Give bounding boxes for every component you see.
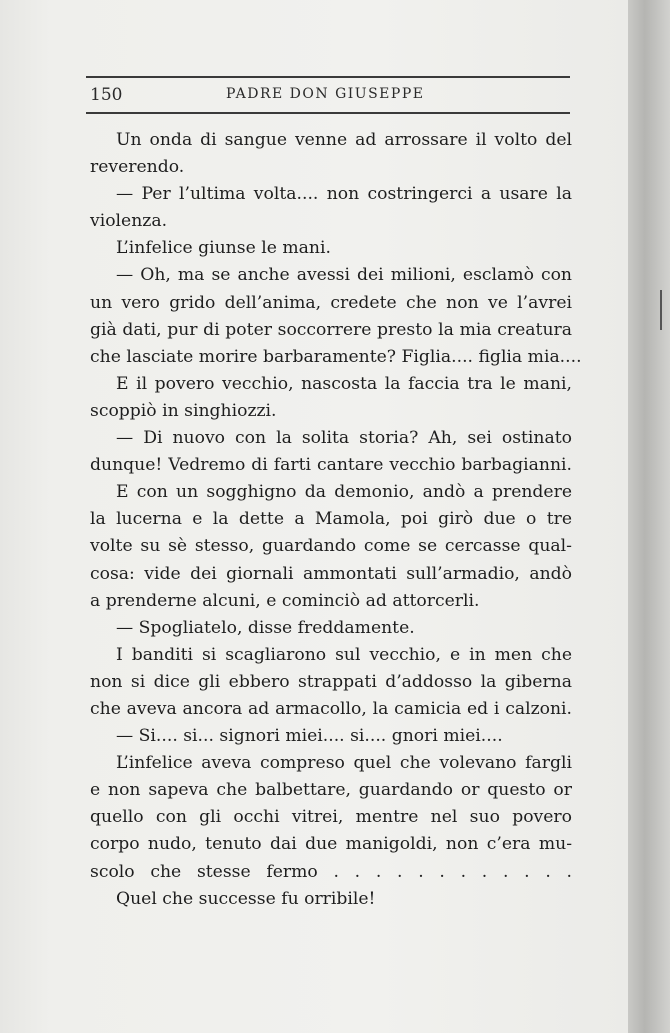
text-line: cosa: vide dei giornali ammontati sull’armadio, andò (90, 563, 572, 584)
text-line: Quel che successe fu orribile! (116, 888, 376, 909)
body-text (90, 127, 582, 913)
text-line: la lucerna e la dette a Mamola, poi girò due o tre (90, 509, 572, 530)
text-line: scolo che stesse fermo . . . . . . . . . . . . (90, 861, 572, 882)
text-line: reverendo. (90, 157, 185, 178)
text-line: che lasciate morire barbaramente? Figlia.... figlia mia.... (90, 346, 582, 367)
text-line: un vero grido dell’anima, credete che non ve l’avrei (90, 292, 572, 313)
text-line: — Si.... si... signori miei.... si.... gnori miei.... (116, 726, 503, 747)
text-line: L’infelice aveva compreso quel che volevano fargli (116, 753, 572, 774)
text-line: violenza. (90, 211, 168, 232)
text-line: corpo nudo, tenuto dai due manigoldi, non c’era mu- (90, 834, 572, 855)
binding-edge (628, 0, 670, 1033)
header-rule-bottom (86, 112, 570, 114)
text-line: E il povero vecchio, nascosta la faccia tra le mani, (116, 373, 572, 394)
text-line: già dati, pur di poter soccorrere presto la mia creatura (90, 319, 572, 340)
running-title: PADRE DON GIUSEPPE (226, 86, 425, 102)
text-line: a prenderne alcuni, e cominciò ad attorcerli. (90, 590, 480, 611)
text-line: — Per l’ultima volta.... non costringerci a usare la (116, 184, 572, 205)
text-line: quello con gli occhi vitrei, mentre nel suo povero (90, 807, 572, 828)
text-line: e non sapeva che balbettare, guardando or questo or (90, 780, 572, 801)
text-line: — Oh, ma se anche avessi dei milioni, esclamò con (116, 265, 572, 286)
text-line: — Di nuovo con la solita storia? Ah, sei ostinato (116, 428, 572, 449)
edge-mark (660, 290, 662, 330)
text-line: volte su sè stesso, guardando come se cercasse qual- (90, 536, 572, 557)
text-line: I banditi si scagliarono sul vecchio, e in men che (116, 644, 572, 665)
text-line: Un onda di sangue venne ad arrossare il volto del (116, 130, 572, 150)
text-line: non si dice gli ebbero strappati d’addosso la giberna (90, 671, 572, 692)
text-line: dunque! Vedremo di farti cantare vecchio barbagianni. (90, 455, 572, 476)
page-header (86, 76, 570, 116)
text-line: che aveva ancora ad armacollo, la camicia ed i calzoni. (90, 698, 572, 719)
header-rule-top (86, 76, 570, 78)
text-line: L’infelice giunse le mani. (116, 238, 331, 259)
page-number: 150 (90, 85, 123, 105)
text-line: E con un sogghigno da demonio, andò a prendere (116, 482, 572, 503)
text-line: — Spogliatelo, disse freddamente. (116, 617, 415, 638)
text-line: scoppiò in singhiozzi. (90, 400, 277, 421)
